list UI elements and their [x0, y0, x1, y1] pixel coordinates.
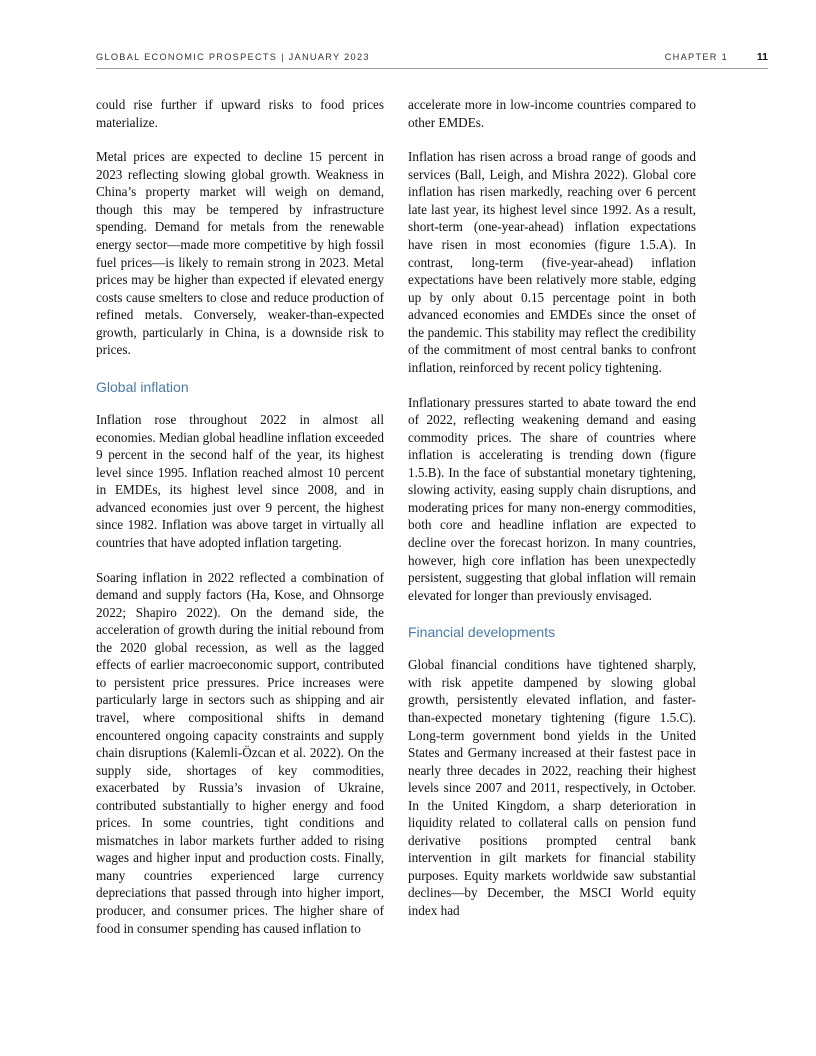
paragraph-broad-range-inflation: Inflation has risen across a broad range of goods and services (Ball, Leigh, and Mishra 2022). Global core inflation has risen markedly, reaching over 6 percent late last year, its highest level since 1992. As a result, short-term (one-year-ahead) inflation expectations have risen in most economies (figure 1.5.A). In contrast, long-term (five-year-ahead) inflation expectations have been relatively more stable, edging up by only about 0.15 percentage point in both advanced economies and EMDEs since the onset of the pandemic. This stability may reflect the credibility of the commitment of most central banks to confront inflation, reinforced by recent policy tightening.	[408, 149, 696, 375]
left-column	[96, 96, 384, 954]
right-column	[408, 96, 696, 937]
paragraph-soaring-inflation: Soaring inflation in 2022 reflected a combination of demand and supply factors (Ha, Kose, and Ohnsorge 2022; Shapiro 2022). On the demand side, the acceleration of growth during the initial rebound from the 2020 global recession, as well as the lagged effects of earlier macroeconomic support, contributed to persistent price pressures. Price increases were particularly large in sectors such as shipping and air travel, where compositional shifts in demand encountered ongoing capacity constraints and supply chain disruptions (Kalemli-Özcan et al. 2022). On the supply side, shortages of key commodities, exacerbated by Russia’s invasion of Ukraine, contributed substantially to higher energy and food prices. In some countries, tight conditions and mismatches in labor markets further added to rising wages and higher input and production costs. Finally, many countries experienced large currency depreciations that passed through into higher import, producer, and consumer prices. The higher share of food in consumer spending has caused inflation to	[96, 569, 384, 936]
running-header	[96, 52, 768, 68]
paragraph-financial-conditions: Global financial conditions have tightened sharply, with risk appetite dampened by slowing global growth, persistently elevated inflation, and faster-than-expected monetary tightening (figure 1.5.C). Long-term government bond yields in the United States and Germany increased at their fastest pace in nearly three decades in 2022, reaching their highest levels since 2007 and 2011, respectively, in October. In the United Kingdom, a sharp deterioration in liquidity related to collateral calls on pension fund derivative positions prompted central bank intervention in gilt markets for financial stability purposes. Equity markets worldwide saw substantial declines—by December, the MSCI World equity index had	[408, 657, 696, 918]
paragraph-low-income-continued: accelerate more in low-income countries compared to other EMDEs.	[408, 97, 696, 130]
page-number: 11	[756, 51, 768, 63]
header-divider	[96, 68, 768, 69]
chapter-label: CHAPTER 1	[664, 52, 728, 62]
paragraph-metal-prices: Metal prices are expected to decline 15 percent in 2023 reflecting slowing global growth. Weakness in China’s property market will weigh on demand, though this may be tempered by infrastructure spending. Demand for metals from the renewable energy sector—made more competitive by high fossil fuel prices—is likely to remain strong in 2023. Metal prices may be higher than expected if elevated energy costs cause smelters to close and reduce production of refined metals. Conversely, weaker-than-expected growth, particularly in China, is a downside risk to prices.	[96, 149, 384, 358]
paragraph-food-prices-continued: could rise further if upward risks to food prices materialize.	[96, 97, 384, 130]
paragraph-inflationary-pressures: Inflationary pressures started to abate toward the end of 2022, reflecting weakening demand and easing commodity prices. The share of countries where inflation is accelerating is trending down (figure 1.5.B). In the face of substantial monetary tightening, slowing activity, easing supply chain disruptions, and moderating prices for many non-energy commodities, both core and headline inflation are expected to decline over the forecast horizon. In many countries, however, high core inflation has been unexpectedly persistent, suggesting that global inflation will remain elevated for longer than previously envisaged.	[408, 394, 696, 603]
publication-title: GLOBAL ECONOMIC PROSPECTS | JANUARY 2023	[96, 52, 370, 62]
section-heading-global-inflation: Global inflation	[96, 379, 189, 396]
section-heading-financial-developments: Financial developments	[408, 624, 556, 641]
paragraph-inflation-rose: Inflation rose throughout 2022 in almost all economies. Median global headline inflation exceeded 9 percent in the second half of the year, its highest level since 1995. Inflation reached almost 10 percent in EMDEs, its highest level since 2008, and in advanced economies just over 9 percent, the highest since 1982. Inflation was above target in virtually all countries that have adopted inflation targeting.	[96, 412, 384, 550]
